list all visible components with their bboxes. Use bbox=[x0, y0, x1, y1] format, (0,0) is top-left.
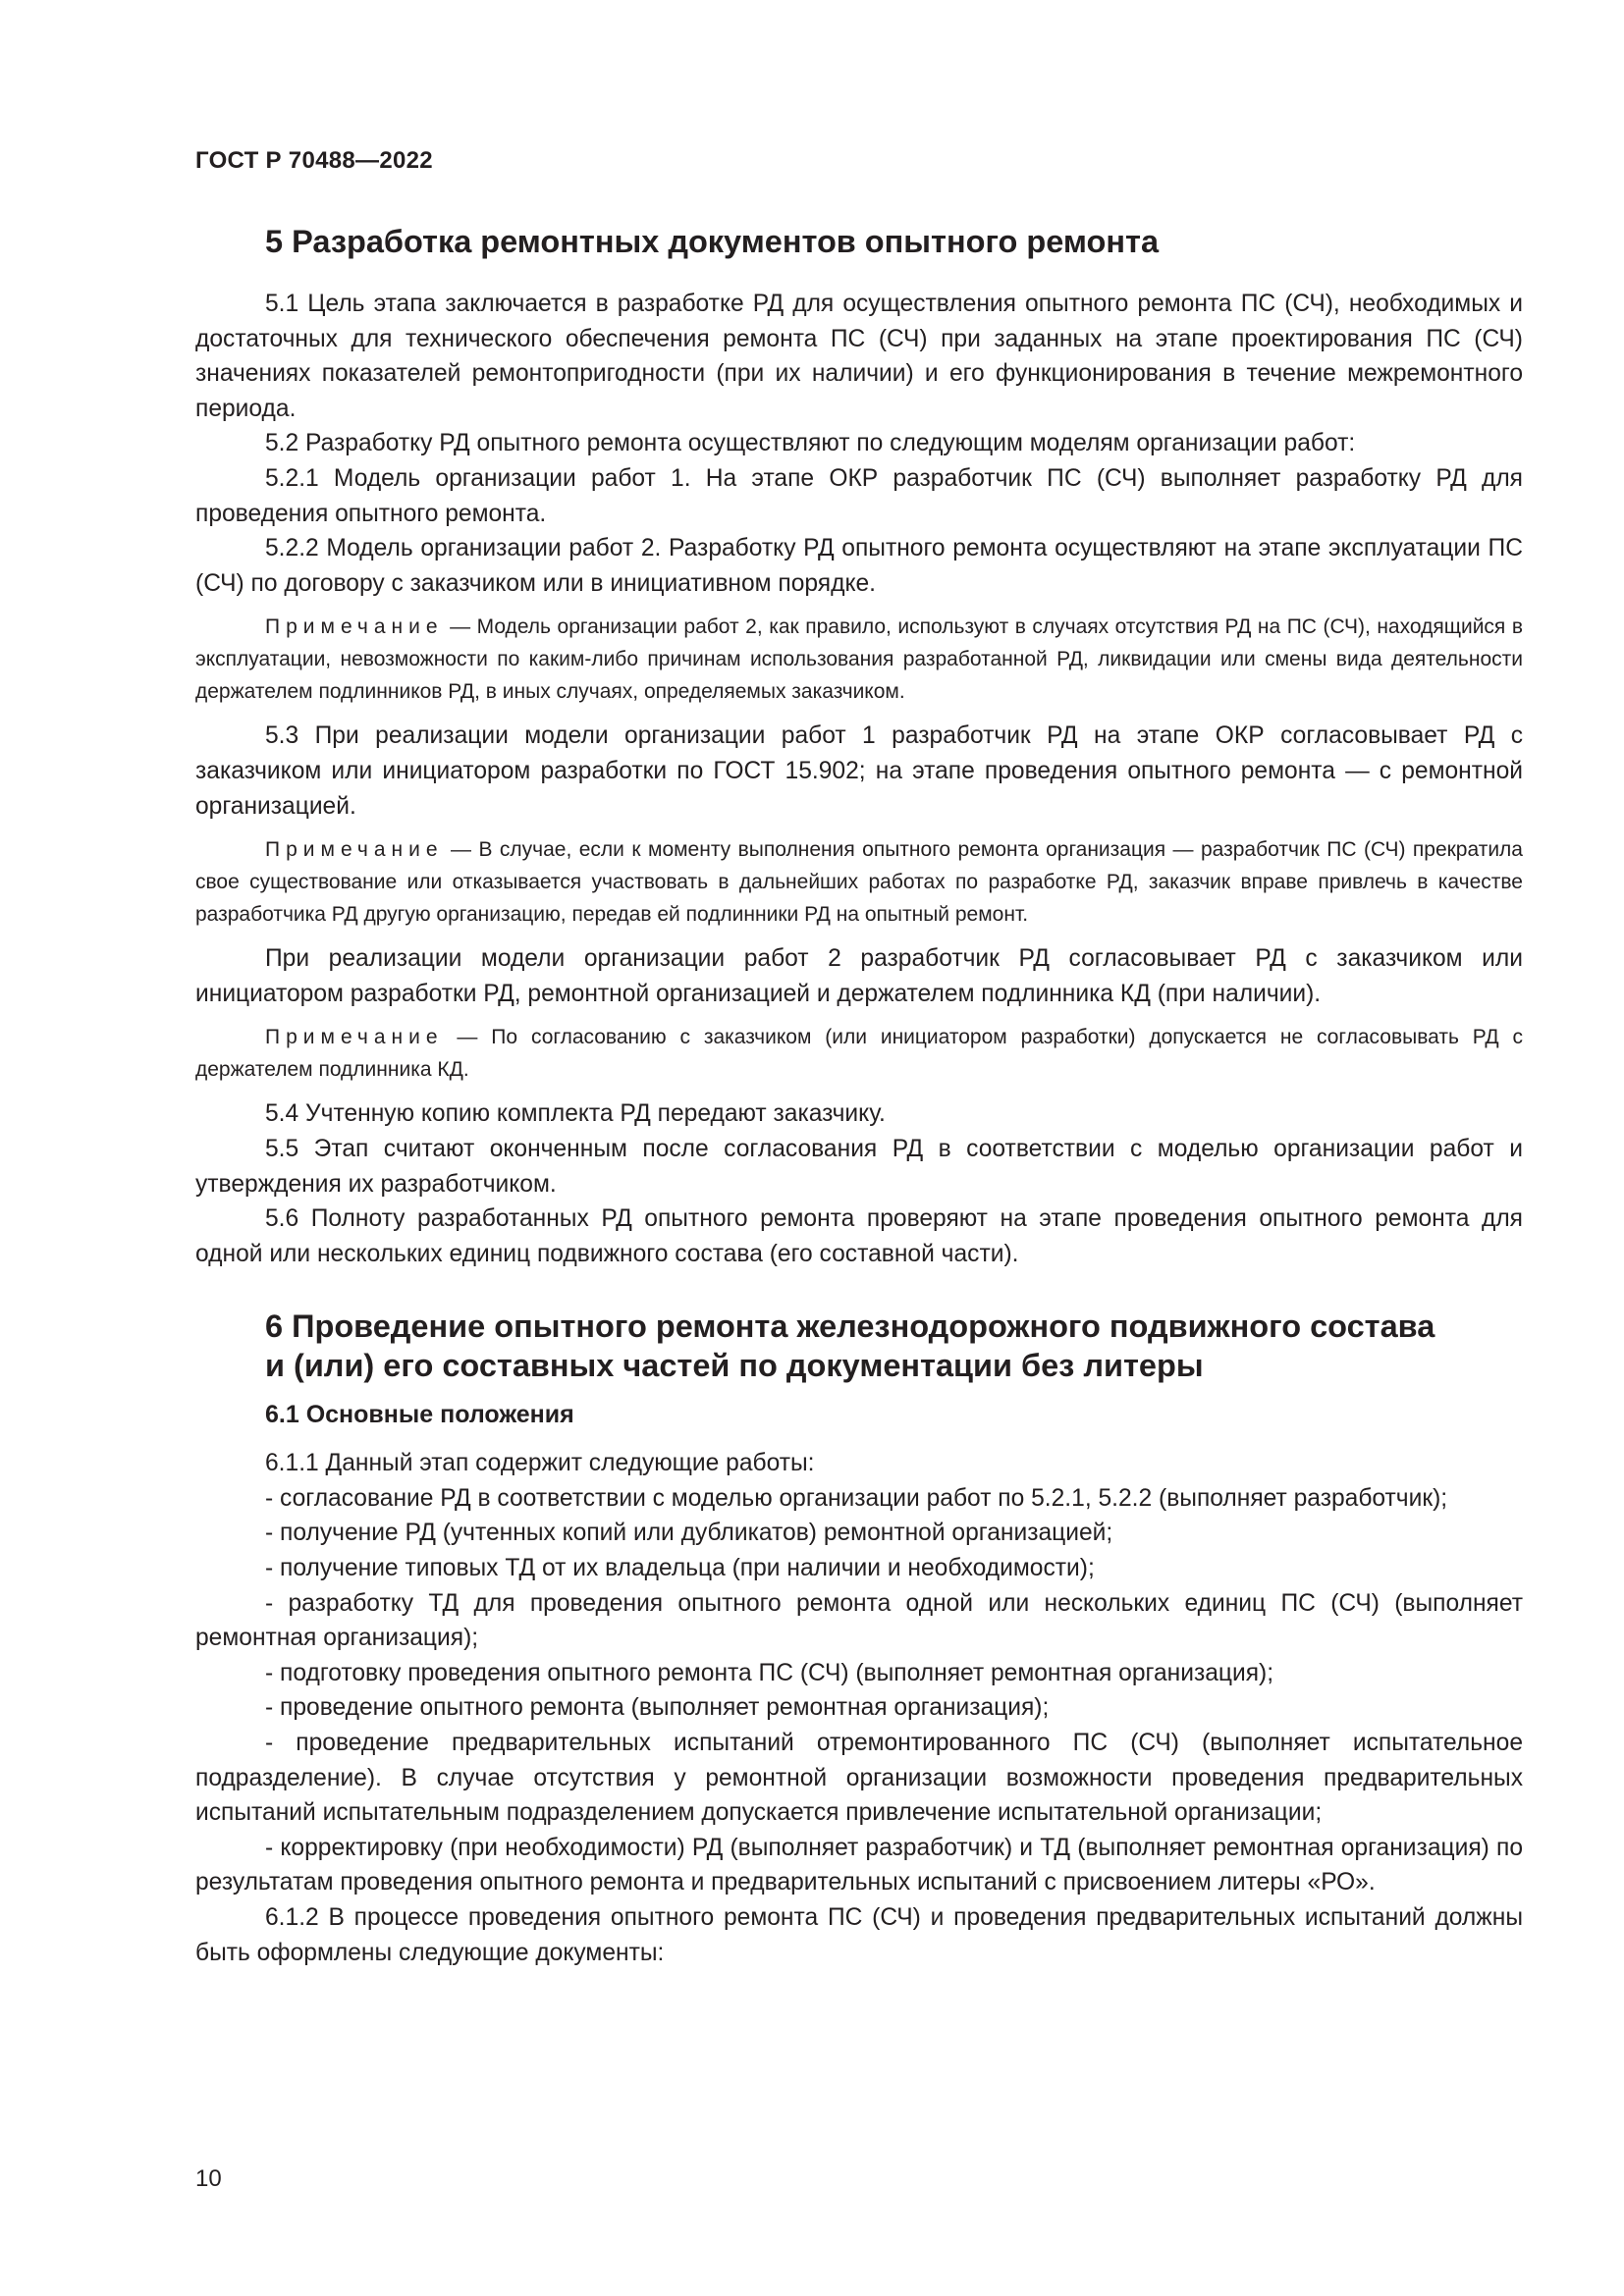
paragraph-5-4: 5.4 Учтенную копию комплекта РД передают заказчику. bbox=[265, 1100, 886, 1128]
list-item: - корректировку (при необходимости) РД (выполняет разработчик) и ТД (выполняет ремонтная организация) по результатам проведения опытного ремонта и предварительных испытаний с присвоением литеры «РО». bbox=[195, 1834, 1523, 1896]
note-label: Примечание bbox=[265, 838, 444, 862]
list-item: - подготовку проведения опытного ремонта ПС (СЧ) (выполняет ремонтная организация); bbox=[265, 1659, 1274, 1686]
list-item: - согласование РД в соответствии с моделью организации работ по 5.2.1, 5.2.2 (выполняет разработчик); bbox=[265, 1484, 1448, 1512]
note-1 bbox=[195, 611, 1523, 708]
page-content bbox=[195, 222, 1523, 1970]
list-item: - получение РД (учтенных копий или дубликатов) ремонтной организацией; bbox=[265, 1520, 1113, 1547]
paragraph-6-1-2: 6.1.2 В процессе проведения опытного ремонта ПС (СЧ) и проведения предварительных испытаний должны быть оформлены следующие документы: bbox=[195, 1904, 1523, 1966]
paragraph-5-2-2: 5.2.2 Модель организации работ 2. Разработку РД опытного ремонта осуществляют на этапе эксплуатации ПС (СЧ) по договору с заказчиком или в инициативном порядке. bbox=[195, 535, 1523, 597]
paragraph-5-3-model-2: При реализации модели организации работ 2 разработчик РД согласовывает РД с заказчиком или инициатором разработки РД, ремонтной организацией и держателем подлинника КД (при наличии). bbox=[195, 945, 1523, 1007]
list-item: - проведение опытного ремонта (выполняет ремонтная организация); bbox=[265, 1694, 1050, 1722]
page-number: 10 bbox=[195, 2165, 222, 2192]
note-label: Примечание bbox=[265, 615, 444, 639]
note-label: Примечание bbox=[265, 1026, 444, 1049]
paragraph-5-6: 5.6 Полноту разработанных РД опытного ремонта проверяют на этапе проведения опытного ремонта для одной или нескольких единиц подвижного состава (его составной части). bbox=[195, 1205, 1523, 1267]
section-6-title bbox=[195, 1307, 1523, 1385]
section-5-title: 5 Разработка ремонтных документов опытного ремонта bbox=[265, 224, 1160, 259]
note-2 bbox=[195, 833, 1523, 931]
paragraph-5-3: 5.3 При реализации модели организации работ 1 разработчик РД на этапе ОКР согласовывает РД с заказчиком или инициатором разработки по ГОСТ 15.902; на этапе проведения опытного ремонта — с ремонтной организацией. bbox=[195, 722, 1523, 820]
section-6-title-line-2: и (или) его составных частей по документации без литеры bbox=[265, 1348, 1204, 1384]
note-3-text: — По согласованию с заказчиком (или инициатором разработки) допускается не согласовывать РД с держателем подлинника КД. bbox=[195, 1026, 1523, 1082]
document-page bbox=[195, 0, 1523, 2296]
paragraph-5-1: 5.1 Цель этапа заключается в разработке РД для осуществления опытного ремонта ПС (СЧ), необходимых и достаточных для технического обеспечения ремонта ПС (СЧ) при заданных на этапе проектирования ПС (СЧ) значениях показателей ремонтопригодности (при их наличии) и его функционирования в течение межремонтного периода. bbox=[195, 291, 1523, 422]
note-2-text: — В случае, если к моменту выполнения опытного ремонта организация — разработчик ПС (СЧ) прекратила свое существование или отказывается участвовать в дальнейших работах по разработке РД, заказчик вправе привлечь в качестве разработчика РД другую организацию, передав ей подлинники РД на опытный ремонт. bbox=[195, 838, 1523, 927]
paragraph-6-1-1: 6.1.1 Данный этап содержит следующие работы: bbox=[265, 1450, 815, 1477]
list-item: - получение типовых ТД от их владельца (при наличии и необходимости); bbox=[265, 1555, 1095, 1582]
note-3 bbox=[195, 1021, 1523, 1086]
paragraph-5-2: 5.2 Разработку РД опытного ремонта осуществляют по следующим моделям организации работ: bbox=[265, 430, 1356, 457]
note-1-text: — Модель организации работ 2, как правило, используют в случаях отсутствия РД на ПС (СЧ), находящийся в эксплуатации, невозможности по каким-либо причинам использования разработанной РД, ликвидации или смены вида деятельности держателем подлинников РД, в иных случаях, определяемых заказчиком. bbox=[195, 615, 1523, 704]
document-code: ГОСТ Р 70488—2022 bbox=[195, 147, 433, 174]
subsection-6-1-title: 6.1 Основные положения bbox=[265, 1401, 574, 1429]
list-item: - разработку ТД для проведения опытного ремонта одной или нескольких единиц ПС (СЧ) (выполняет ремонтная организация); bbox=[195, 1589, 1523, 1652]
list-item: - проведение предварительных испытаний отремонтированного ПС (СЧ) (выполняет испытательное подразделение). В случае отсутствия у ремонтной организации возможности проведения предварительных испытаний испытательным подразделением допускается привлечение испытательной организации; bbox=[195, 1730, 1523, 1827]
paragraph-5-2-1: 5.2.1 Модель организации работ 1. На этапе ОКР разработчик ПС (СЧ) выполняет разработку РД для проведения опытного ремонта. bbox=[195, 464, 1523, 527]
section-6-title-line-1: 6 Проведение опытного ремонта железнодорожного подвижного состава bbox=[265, 1308, 1435, 1345]
paragraph-5-5: 5.5 Этап считают оконченным после согласования РД в соответствии с моделью организации работ и утверждения их разработчиком. bbox=[195, 1135, 1523, 1198]
